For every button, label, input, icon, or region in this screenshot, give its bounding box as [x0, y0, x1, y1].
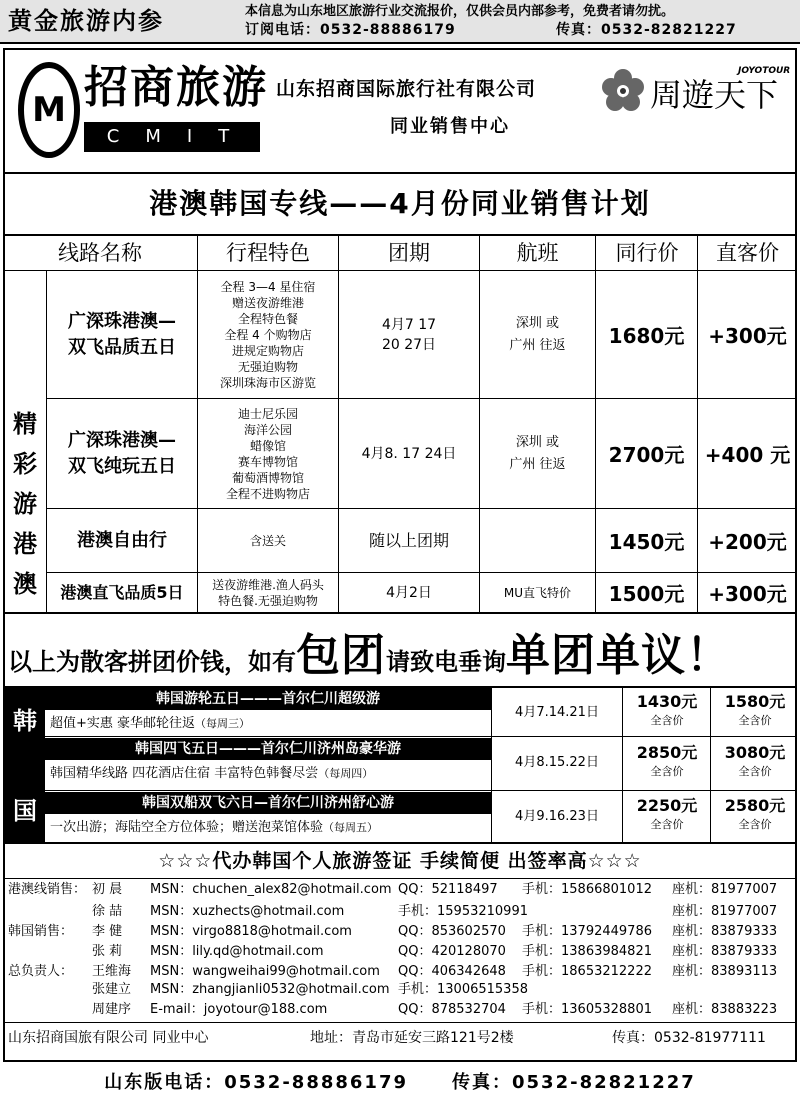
table-line — [3, 612, 797, 614]
korea-direct-price — [711, 742, 799, 780]
route-dates: 4月8. 17 24日 — [361, 445, 457, 462]
korea-tour-desc — [50, 765, 373, 783]
cmit-logo-icon: M — [18, 62, 80, 158]
subscription-phone: 订阅电话：0532-88886179 — [245, 22, 456, 38]
contact-mobile: 手机：13605328801 — [522, 1002, 652, 1017]
side-char: 港 — [13, 530, 37, 558]
route-flight: MU直飞特价 — [503, 585, 572, 600]
direct-price: +300元 — [708, 324, 787, 348]
joyotour-en: JOYOTOUR — [738, 66, 791, 76]
price-value: 2580元 — [724, 796, 786, 815]
price-value: 1430元 — [636, 692, 698, 711]
contact-name: 李 健 — [92, 924, 123, 939]
agent-price: 2700元 — [608, 443, 685, 467]
direct-price: +200元 — [708, 530, 787, 554]
agent-price: 1500元 — [608, 582, 685, 606]
route-dates: 随以上团期 — [368, 530, 449, 550]
price-value: 2250元 — [636, 796, 698, 815]
desc-note: （每周三） — [195, 717, 251, 730]
route-features: 迪士尼乐园 海洋公园 蜡像馆 赛车博物馆 葡萄酒博物馆 全程不进购物店 — [225, 406, 310, 501]
plan-title: 港澳韩国专线——4月份同业销售计划 — [149, 187, 651, 220]
hk-macau-side-label — [6, 404, 44, 604]
route-dates: 4月2日 — [386, 584, 432, 601]
contact-mobile: 手机：18653212222 — [522, 964, 652, 979]
side-char: 精 — [13, 410, 37, 438]
contact-qq: QQ：406342648 — [398, 964, 506, 979]
price-note: 全含价 — [650, 818, 684, 831]
route-features: 送夜游维港.渔人码头 特色餐.无强迫购物 — [212, 577, 324, 608]
visa-banner: ☆☆☆代办韩国个人旅游签证 手续简便 出签率高☆☆☆ — [158, 850, 642, 872]
slogan-text: 请致电垂询 — [386, 648, 506, 676]
contact-msn: MSN：xuzhects@hotmail.com — [150, 904, 345, 919]
contact-group: 韩国销售： — [8, 924, 74, 939]
korea-tour-title: 韩国双船双飞六日—首尔仁川济州舒心游 — [45, 792, 491, 814]
col-header-direct-price: 直客价 — [716, 241, 779, 265]
divider — [3, 172, 797, 174]
korea-tour-dates: 4月9.16.23日 — [515, 809, 599, 824]
address-company: 山东招商国旅有限公司 同业中心 — [8, 1030, 209, 1046]
side-char: 游 — [13, 490, 37, 518]
route-flight — [480, 509, 595, 572]
price-value: 2850元 — [636, 743, 698, 762]
route-name: 广深珠港澳— 双飞品质五日 — [68, 310, 176, 358]
side-char: 澳 — [13, 570, 37, 598]
divider — [3, 1022, 797, 1023]
contact-msn: MSN：chuchen_alex82@hotmail.com — [150, 882, 392, 897]
agent-price: 1680元 — [608, 324, 685, 348]
contact-qq: QQ：420128070 — [398, 944, 506, 959]
header-fax: 传真：0532-82821227 — [556, 22, 737, 38]
contact-qq: QQ：52118497 — [398, 882, 498, 897]
contact-msn: MSN：lily.qd@hotmail.com — [150, 944, 324, 959]
contact-phone: 座机：83893113 — [672, 964, 778, 979]
col-header-route: 线路名称 — [58, 241, 142, 265]
side-char: 彩 — [13, 450, 37, 478]
korea-tour-title: 韩国游轮五日———首尔仁川超级游 — [45, 688, 491, 710]
desc-note: （每周四） — [318, 767, 374, 780]
table-line — [45, 736, 491, 737]
contact-phone: 座机：83883223 — [672, 1002, 778, 1017]
direct-price: +400 元 — [704, 443, 791, 467]
contact-mobile: 手机：15866801012 — [522, 882, 652, 897]
contact-name: 周建序 — [92, 1002, 132, 1017]
korea-tour-dates: 4月7.14.21日 — [515, 705, 599, 720]
desc-text: 韩国精华线路 四花酒店住宿 丰富特色韩餐尽尝 — [50, 766, 319, 781]
price-value: 1580元 — [724, 692, 786, 711]
direct-price: +300元 — [708, 582, 787, 606]
korea-tour-dates: 4月8.15.22日 — [515, 755, 599, 770]
price-note: 全含价 — [738, 818, 772, 831]
contact-qq: QQ：878532704 — [398, 1002, 506, 1017]
contact-group: 总负责人： — [8, 964, 74, 979]
korea-agent-price — [623, 742, 711, 780]
agent-price: 1450元 — [608, 530, 685, 554]
slogan-emphasis: 包团 — [296, 630, 386, 681]
divider — [3, 878, 797, 879]
col-header-agent-price: 同行价 — [615, 241, 679, 265]
contact-phone: 座机：83879333 — [672, 944, 778, 959]
address-text: 地址：青岛市延安三路121号2楼 — [310, 1030, 514, 1046]
contact-msn: MSN：wangweihai99@hotmail.com — [150, 964, 380, 979]
contact-mobile: 手机：15953210991 — [398, 904, 528, 919]
route-name: 港澳自由行 — [77, 529, 167, 551]
table-line — [45, 790, 491, 791]
col-header-flight: 航班 — [516, 241, 559, 265]
contact-msn: MSN：zhangjianli0532@hotmail.com — [150, 982, 390, 997]
route-flight: 深圳 或 广州 往返 — [509, 434, 566, 472]
contact-mobile: 手机：13863984821 — [522, 944, 652, 959]
route-features: 含送关 — [249, 533, 286, 548]
korea-direct-price — [711, 691, 799, 729]
publication-title: 黄金旅游内参 — [8, 7, 164, 35]
contact-mobile: 手机：13006515358 — [398, 982, 528, 997]
price-note: 全含价 — [650, 765, 684, 778]
contact-name: 徐 喆 — [92, 904, 123, 919]
price-note: 全含价 — [738, 714, 772, 727]
desc-text: 一次出游；海陆空全方位体验；赠送泡菜馆体验 — [50, 820, 324, 835]
side-spacer — [5, 746, 45, 786]
contact-name: 张建立 — [92, 982, 132, 997]
contact-msn: MSN：virgo8818@hotmail.com — [150, 924, 352, 939]
address-fax: 传真：0532-81977111 — [612, 1030, 766, 1046]
table-line — [491, 790, 797, 791]
contact-email: E-mail：joyotour@188.com — [150, 1002, 328, 1017]
route-features: 全程 3—4 星住宿 赠送夜游维港 全程特色餐 全程 4 个购物店 进规定购物店 无强迫购物 深圳珠海市区游览 — [219, 279, 316, 390]
slogan-emphasis: 单团单议！ — [506, 630, 731, 681]
contact-phone: 座机：83879333 — [672, 924, 778, 939]
header-notice: 本信息为山东地区旅游行业交流报价，仅供会员内部参考，免费者请勿扰。 — [245, 4, 675, 19]
desc-text: 超值+实惠 豪华邮轮往返 — [50, 716, 196, 731]
col-header-features: 行程特色 — [226, 241, 310, 265]
logo-en: CMIT — [84, 122, 260, 152]
slogan-text: 以上为散客拼团价钱，如有 — [8, 648, 296, 676]
desc-note: （每周五） — [323, 821, 379, 834]
contact-name: 张 莉 — [92, 944, 123, 959]
joyotour-cn: 周遊天下 — [650, 76, 779, 114]
side-char: 韩 — [13, 707, 37, 735]
company-name: 山东招商国际旅行社有限公司 — [276, 78, 537, 100]
route-name: 港澳直飞品质5日 — [60, 582, 184, 602]
korea-agent-price — [623, 795, 711, 833]
contact-name: 王维海 — [92, 964, 132, 979]
footer-contacts — [0, 1070, 800, 1096]
contact-phone: 座机：81977007 — [672, 882, 778, 897]
contact-group: 港澳线销售： — [8, 882, 87, 897]
logo-name: 招商旅游 — [84, 62, 268, 113]
footer-fax: 传真：0532-82821227 — [452, 1072, 696, 1093]
contact-name: 初 晨 — [92, 882, 123, 897]
route-flight: 深圳 或 广州 往返 — [509, 315, 566, 353]
korea-tour-desc — [50, 715, 250, 733]
price-note: 全含价 — [650, 714, 684, 727]
korea-tour-desc — [50, 819, 378, 837]
price-note: 全含价 — [738, 765, 772, 778]
korea-direct-price — [711, 795, 799, 833]
korea-agent-price — [623, 691, 711, 729]
contact-qq: QQ：853602570 — [398, 924, 506, 939]
col-header-dates: 团期 — [388, 241, 430, 265]
contact-mobile: 手机：13792449786 — [522, 924, 652, 939]
sales-center: 同业销售中心 — [390, 116, 510, 137]
price-value: 3080元 — [724, 743, 786, 762]
korea-tour-title: 韩国四飞五日———首尔仁川济州岛豪华游 — [45, 738, 491, 760]
cherry-blossom-icon — [600, 68, 646, 114]
side-char: 国 — [13, 797, 37, 825]
footer-phone: 山东版电话：0532-88886179 — [104, 1072, 408, 1093]
contact-phone: 座机：81977007 — [672, 904, 778, 919]
group-tour-slogan — [8, 628, 731, 690]
route-dates: 4月7 17 20 27日 — [381, 316, 437, 353]
korea-side-label — [5, 688, 45, 842]
route-name: 广深珠港澳— 双飞纯玩五日 — [68, 429, 176, 477]
